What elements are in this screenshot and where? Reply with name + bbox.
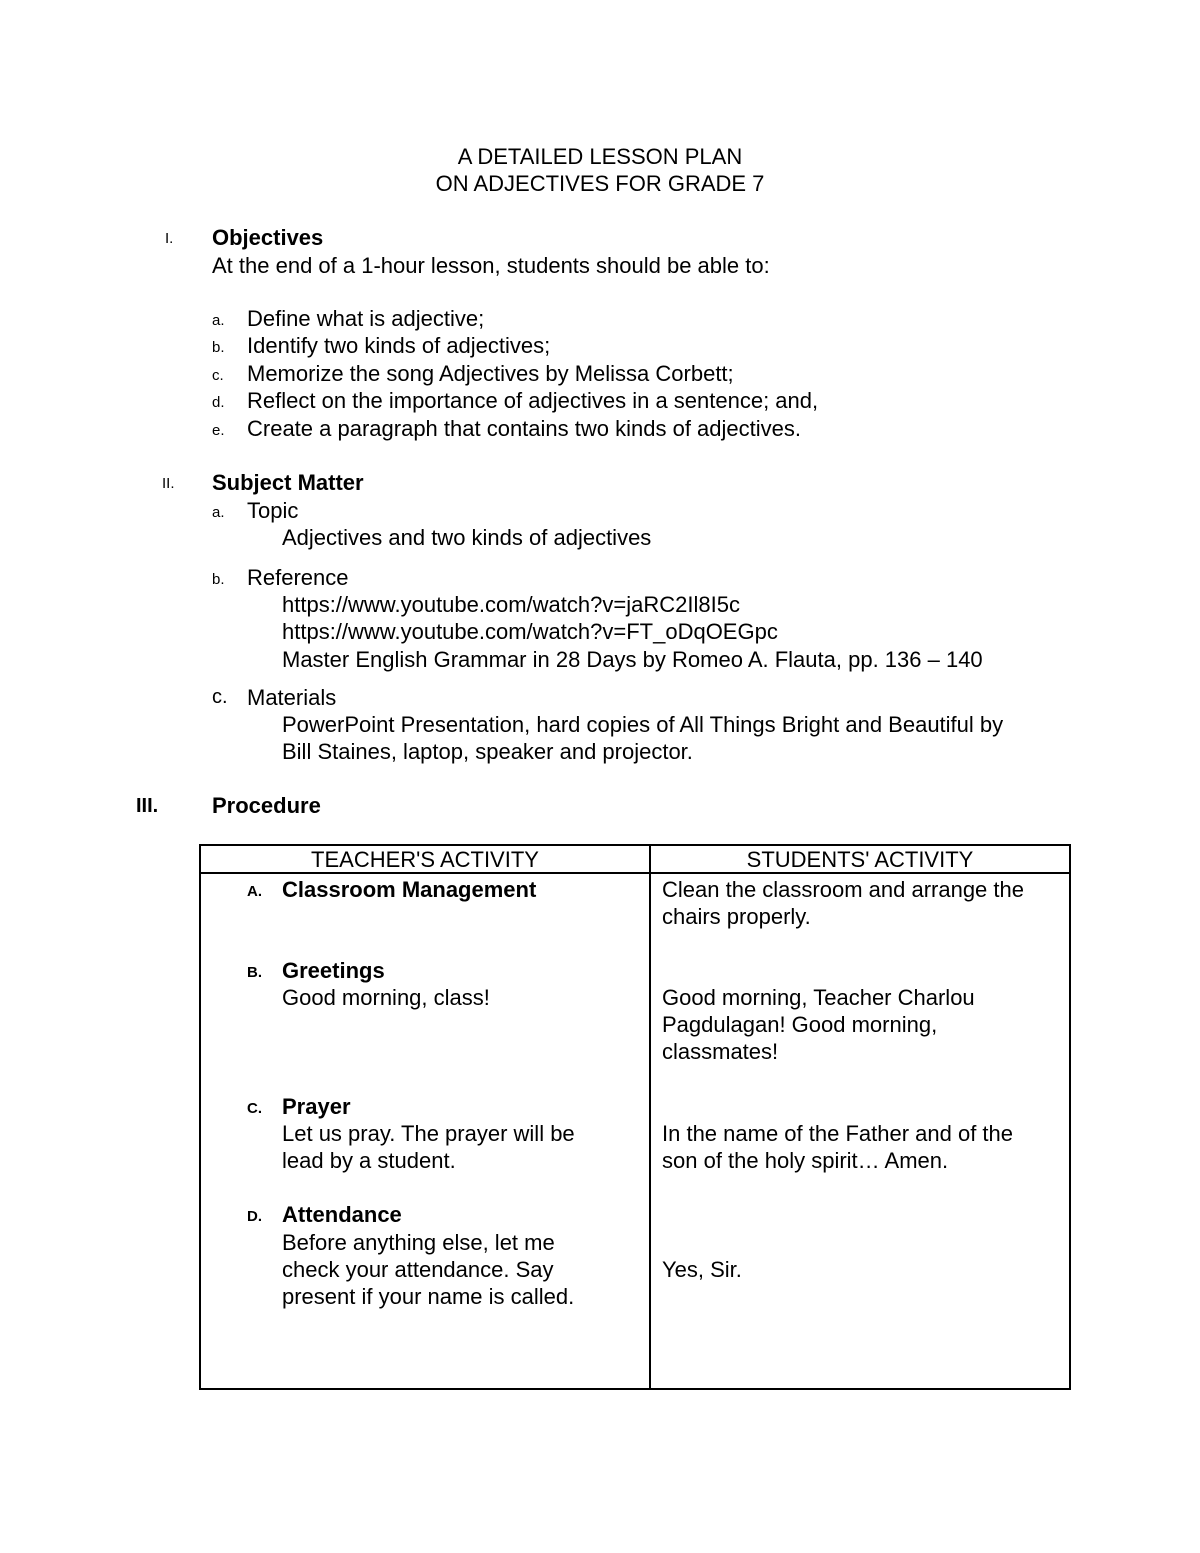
teacher-text: check your attendance. Say <box>282 1257 554 1282</box>
teacher-letter: C. <box>247 1100 262 1117</box>
teacher-text: Let us pray. The prayer will be <box>282 1121 575 1146</box>
student-text: classmates! <box>662 1039 779 1064</box>
materials-line: PowerPoint Presentation, hard copies of All Things Bright and Beautiful by <box>282 712 1004 737</box>
teacher-letter: B. <box>247 964 262 981</box>
student-text: chairs properly. <box>662 904 811 929</box>
teacher-heading-attendance: Attendance <box>282 1202 402 1227</box>
section-heading-subject-matter: Subject Matter <box>212 470 364 495</box>
student-text: Clean the classroom and arrange the <box>662 877 1024 902</box>
reference-line: https://www.youtube.com/watch?v=FT_oDqOEGpc <box>282 619 778 644</box>
section-heading-objectives: Objectives <box>212 225 324 250</box>
table-header-teacher: TEACHER'S ACTIVITY <box>311 847 539 872</box>
subject-letter-reference: b. <box>212 571 225 588</box>
reference-line: Master English Grammar in 28 Days by Romeo A. Flauta, pp. 136 – 140 <box>282 647 983 672</box>
student-text: In the name of the Father and of the <box>662 1121 1014 1146</box>
subject-letter-topic: a. <box>212 504 225 521</box>
objective-letter: e. <box>212 422 225 439</box>
document-title-line-1: A DETAILED LESSON PLAN <box>457 144 743 169</box>
teacher-heading-greetings: Greetings <box>282 958 385 983</box>
objective-letter: b. <box>212 339 225 356</box>
materials-line: Bill Staines, laptop, speaker and projector. <box>282 739 693 764</box>
objective-item: Identify two kinds of adjectives; <box>247 333 551 358</box>
section-numeral-objectives: I. <box>165 230 174 247</box>
student-text: son of the holy spirit… Amen. <box>662 1148 949 1173</box>
teacher-letter: D. <box>247 1208 262 1225</box>
teacher-text: Good morning, class! <box>282 985 490 1010</box>
objective-letter: d. <box>212 394 225 411</box>
objective-item: Create a paragraph that contains two kinds of adjectives. <box>247 416 801 441</box>
table-column-divider <box>649 844 651 1390</box>
teacher-text: lead by a student. <box>282 1148 456 1173</box>
objectives-intro: At the end of a 1-hour lesson, students should be able to: <box>212 253 770 278</box>
objective-letter: c. <box>212 367 224 384</box>
section-heading-procedure: Procedure <box>212 793 321 818</box>
section-numeral-procedure: III. <box>136 795 159 817</box>
subject-label-reference: Reference <box>247 565 349 590</box>
objective-letter: a. <box>212 312 225 329</box>
table-header-students: STUDENTS' ACTIVITY <box>746 847 974 872</box>
student-text: Pagdulagan! Good morning, <box>662 1012 938 1037</box>
teacher-letter: A. <box>247 883 262 900</box>
subject-topic-value: Adjectives and two kinds of adjectives <box>282 525 652 550</box>
section-numeral-subject-matter: II. <box>162 475 175 492</box>
objective-item: Memorize the song Adjectives by Melissa Corbett; <box>247 361 734 386</box>
subject-label-materials: Materials <box>247 685 337 710</box>
student-text: Yes, Sir. <box>662 1257 742 1282</box>
teacher-text: Before anything else, let me <box>282 1230 555 1255</box>
objective-item: Define what is adjective; <box>247 306 485 331</box>
teacher-heading-prayer: Prayer <box>282 1094 351 1119</box>
teacher-text: present if your name is called. <box>282 1284 575 1309</box>
document-title-line-2: ON ADJECTIVES FOR GRADE 7 <box>435 171 765 196</box>
objective-item: Reflect on the importance of adjectives in a sentence; and, <box>247 388 819 413</box>
student-text: Good morning, Teacher Charlou <box>662 985 975 1010</box>
subject-label-topic: Topic <box>247 498 299 523</box>
reference-line: https://www.youtube.com/watch?v=jaRC2Il8I5c <box>282 592 740 617</box>
subject-letter-materials: c. <box>212 686 228 708</box>
teacher-heading-classroom-management: Classroom Management <box>282 877 537 902</box>
